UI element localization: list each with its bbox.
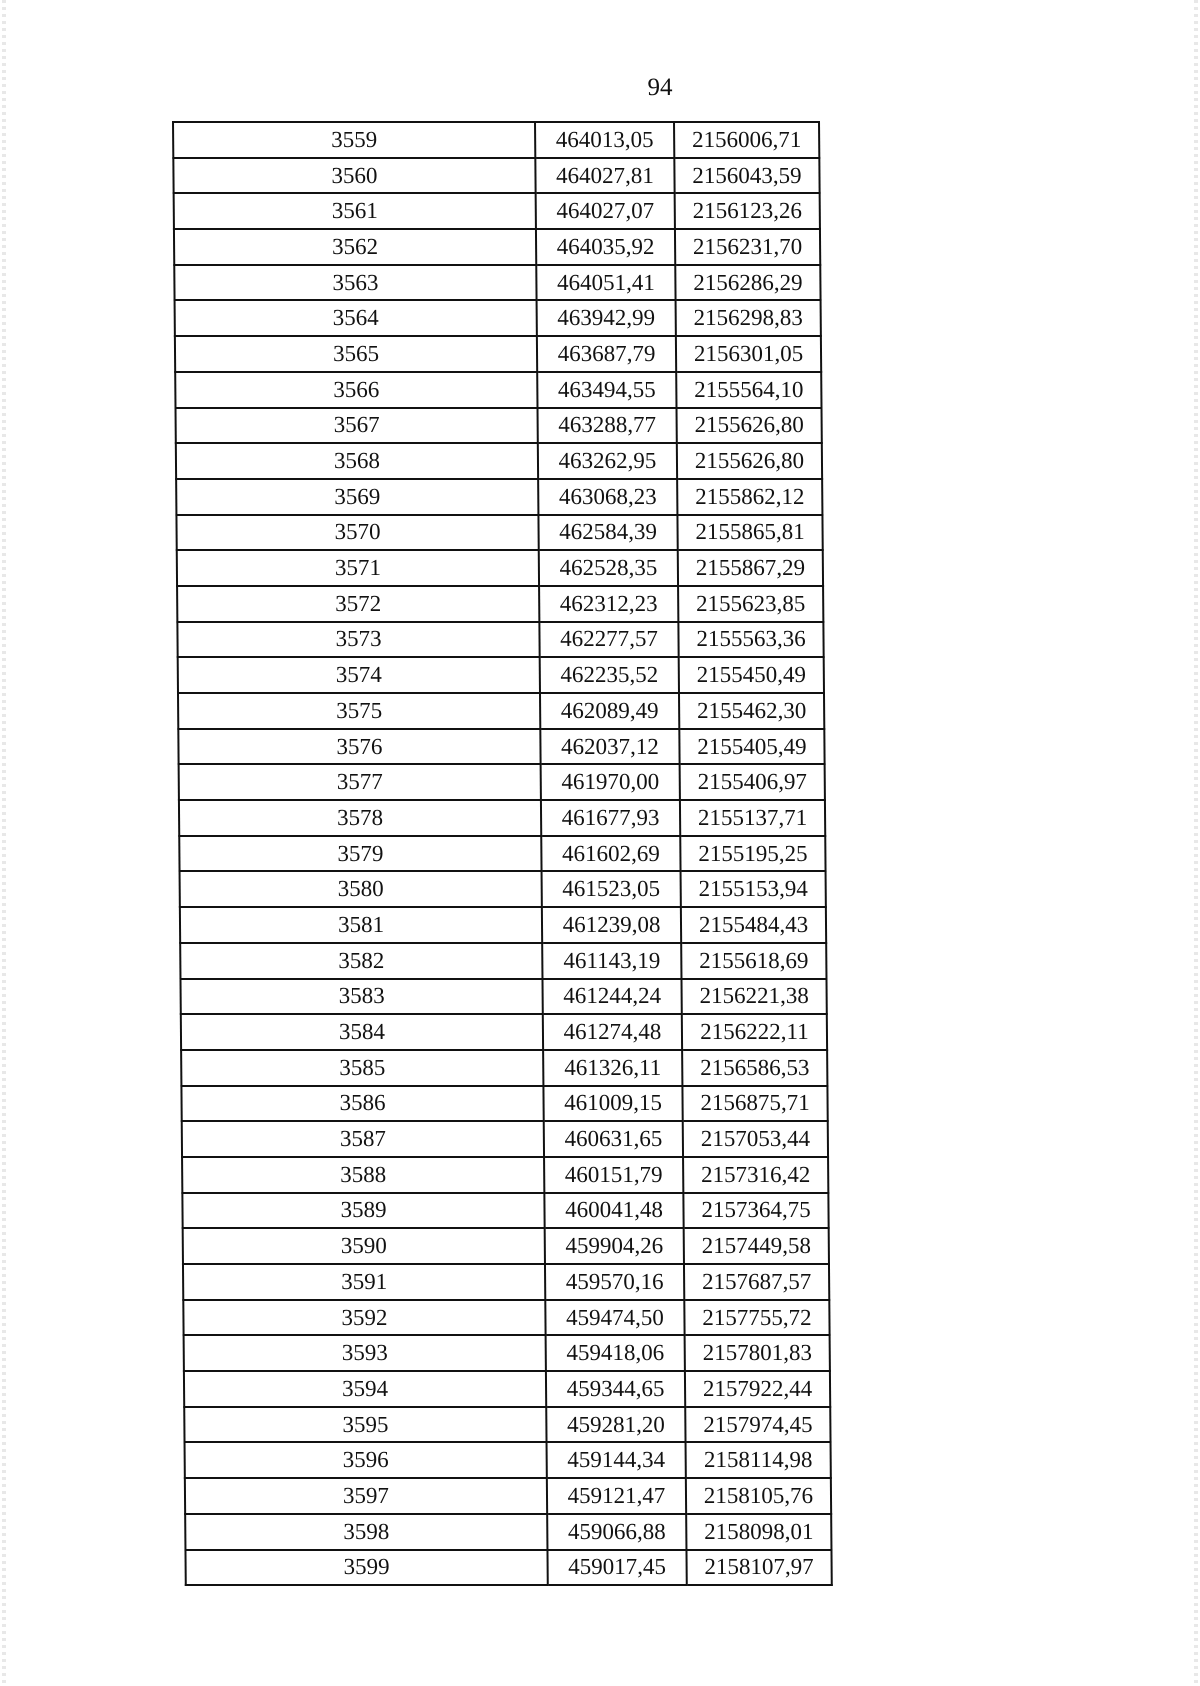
table-row	[184, 1335, 830, 1371]
y-coordinate-cell: 2155862,12	[677, 479, 822, 515]
table-row	[185, 1514, 831, 1550]
table-row	[173, 158, 819, 194]
x-coordinate-cell: 459144,34	[547, 1442, 686, 1478]
point-number-cell: 3579	[179, 836, 541, 872]
x-coordinate-cell: 462277,57	[539, 622, 678, 658]
x-coordinate-cell: 461009,15	[543, 1086, 682, 1122]
y-coordinate-cell: 2155867,29	[678, 550, 823, 586]
y-coordinate-cell: 2156286,29	[675, 265, 820, 301]
table-row	[174, 265, 820, 301]
y-coordinate-cell: 2155618,69	[681, 943, 826, 979]
x-coordinate-cell: 461970,00	[541, 764, 680, 800]
x-coordinate-cell: 459474,50	[545, 1300, 684, 1336]
table-row	[183, 1264, 829, 1300]
y-coordinate-cell: 2157922,44	[685, 1371, 830, 1407]
x-coordinate-cell: 463288,77	[538, 408, 677, 444]
point-number-cell: 3577	[179, 764, 541, 800]
x-coordinate-cell: 461143,19	[542, 943, 681, 979]
point-number-cell: 3591	[183, 1264, 545, 1300]
point-number-cell: 3593	[184, 1335, 546, 1371]
y-coordinate-cell: 2157053,44	[683, 1121, 828, 1157]
table-row	[178, 657, 824, 693]
x-coordinate-cell: 459066,88	[547, 1514, 686, 1550]
y-coordinate-cell: 2156222,11	[682, 1014, 827, 1050]
point-number-cell: 3560	[173, 158, 535, 194]
y-coordinate-cell: 2155406,97	[680, 764, 825, 800]
point-number-cell: 3565	[175, 336, 537, 372]
x-coordinate-cell: 463262,95	[538, 443, 677, 479]
x-coordinate-cell: 459017,45	[547, 1550, 686, 1586]
table-row	[175, 336, 821, 372]
point-number-cell: 3594	[184, 1371, 546, 1407]
y-coordinate-cell: 2157801,83	[685, 1335, 830, 1371]
x-coordinate-cell: 462584,39	[538, 515, 677, 551]
y-coordinate-cell: 2157687,57	[684, 1264, 829, 1300]
x-coordinate-cell: 462312,23	[539, 586, 678, 622]
y-coordinate-cell: 2155623,85	[678, 586, 823, 622]
table-row	[176, 479, 822, 515]
table-row	[182, 1193, 828, 1229]
table-row	[177, 622, 823, 658]
scan-edge-right	[1194, 0, 1198, 1686]
y-coordinate-cell: 2156123,26	[675, 193, 820, 229]
x-coordinate-cell: 462235,52	[540, 657, 679, 693]
y-coordinate-cell: 2155450,49	[679, 657, 824, 693]
y-coordinate-cell: 2157364,75	[683, 1193, 828, 1229]
y-coordinate-cell: 2155563,36	[678, 622, 823, 658]
y-coordinate-cell: 2158105,76	[686, 1478, 831, 1514]
table-row	[180, 943, 826, 979]
point-number-cell: 3587	[182, 1121, 544, 1157]
point-number-cell: 3573	[177, 622, 539, 658]
point-number-cell: 3596	[185, 1442, 547, 1478]
point-number-cell: 3598	[185, 1514, 547, 1550]
table-row	[178, 729, 824, 765]
x-coordinate-cell: 461602,69	[541, 836, 680, 872]
y-coordinate-cell: 2157316,42	[683, 1157, 828, 1193]
x-coordinate-cell: 463942,99	[537, 300, 676, 336]
y-coordinate-cell: 2155626,80	[677, 408, 822, 444]
table-row	[176, 443, 822, 479]
point-number-cell: 3595	[184, 1407, 546, 1443]
coordinates-table	[172, 121, 833, 1586]
point-number-cell: 3582	[180, 943, 542, 979]
point-number-cell: 3564	[175, 300, 537, 336]
y-coordinate-cell: 2158107,97	[686, 1550, 831, 1586]
x-coordinate-cell: 459344,65	[546, 1371, 685, 1407]
x-coordinate-cell: 463494,55	[537, 372, 676, 408]
y-coordinate-cell: 2156006,71	[674, 122, 819, 158]
y-coordinate-cell: 2155462,30	[679, 693, 824, 729]
x-coordinate-cell: 464027,81	[535, 158, 674, 194]
y-coordinate-cell: 2155626,80	[677, 443, 822, 479]
table-row	[181, 1086, 827, 1122]
x-coordinate-cell: 461326,11	[543, 1050, 682, 1086]
table-row	[180, 979, 826, 1015]
point-number-cell: 3563	[174, 265, 536, 301]
y-coordinate-cell: 2156043,59	[674, 158, 819, 194]
point-number-cell: 3559	[173, 122, 535, 158]
point-number-cell: 3580	[180, 871, 542, 907]
point-number-cell: 3570	[176, 515, 538, 551]
point-number-cell: 3586	[181, 1086, 543, 1122]
point-number-cell: 3576	[178, 729, 540, 765]
table-row	[177, 586, 823, 622]
point-number-cell: 3599	[185, 1550, 547, 1586]
point-number-cell: 3588	[182, 1157, 544, 1193]
point-number-cell: 3567	[176, 408, 538, 444]
y-coordinate-cell: 2158098,01	[686, 1514, 831, 1550]
table-row	[180, 907, 826, 943]
table-row	[174, 229, 820, 265]
y-coordinate-cell: 2155564,10	[676, 372, 821, 408]
y-coordinate-cell: 2156298,83	[676, 300, 821, 336]
table-row	[182, 1157, 828, 1193]
y-coordinate-cell: 2157974,45	[685, 1407, 830, 1443]
x-coordinate-cell: 463068,23	[538, 479, 677, 515]
table-row	[174, 193, 820, 229]
y-coordinate-cell: 2155137,71	[680, 800, 825, 836]
x-coordinate-cell: 464013,05	[535, 122, 674, 158]
table-row	[183, 1300, 829, 1336]
x-coordinate-cell: 462089,49	[540, 693, 679, 729]
x-coordinate-cell: 461523,05	[542, 871, 681, 907]
table-body	[173, 122, 832, 1585]
point-number-cell: 3589	[182, 1193, 544, 1229]
x-coordinate-cell: 459121,47	[547, 1478, 686, 1514]
table-row	[173, 122, 819, 158]
table-row	[176, 515, 822, 551]
y-coordinate-cell: 2156586,53	[682, 1050, 827, 1086]
x-coordinate-cell: 459281,20	[546, 1407, 685, 1443]
table-row	[184, 1407, 830, 1443]
table-row	[177, 550, 823, 586]
y-coordinate-cell: 2156231,70	[675, 229, 820, 265]
point-number-cell: 3585	[181, 1050, 543, 1086]
x-coordinate-cell: 460631,65	[544, 1121, 683, 1157]
point-number-cell: 3572	[177, 586, 539, 622]
point-number-cell: 3590	[183, 1228, 545, 1264]
page-number: 94	[647, 74, 673, 101]
point-number-cell: 3584	[181, 1014, 543, 1050]
y-coordinate-cell: 2155865,81	[677, 515, 822, 551]
point-number-cell: 3574	[178, 657, 540, 693]
table-row	[175, 372, 821, 408]
point-number-cell: 3597	[185, 1478, 547, 1514]
table-row	[184, 1371, 830, 1407]
x-coordinate-cell: 459904,26	[545, 1228, 684, 1264]
point-number-cell: 3566	[175, 372, 537, 408]
x-coordinate-cell: 464051,41	[536, 265, 675, 301]
y-coordinate-cell: 2157755,72	[684, 1300, 829, 1336]
table-row	[185, 1550, 831, 1586]
table-row	[181, 1014, 827, 1050]
x-coordinate-cell: 461274,48	[543, 1014, 682, 1050]
x-coordinate-cell: 459570,16	[545, 1264, 684, 1300]
y-coordinate-cell: 2156221,38	[681, 979, 826, 1015]
table-row	[185, 1478, 831, 1514]
x-coordinate-cell: 461677,93	[541, 800, 680, 836]
point-number-cell: 3592	[183, 1300, 545, 1336]
x-coordinate-cell: 464035,92	[536, 229, 675, 265]
y-coordinate-cell: 2155195,25	[680, 836, 825, 872]
point-number-cell: 3575	[178, 693, 540, 729]
x-coordinate-cell: 460151,79	[544, 1157, 683, 1193]
table-row	[176, 408, 822, 444]
x-coordinate-cell: 463687,79	[537, 336, 676, 372]
table-row	[179, 800, 825, 836]
point-number-cell: 3569	[176, 479, 538, 515]
x-coordinate-cell: 464027,07	[536, 193, 675, 229]
table-row	[183, 1228, 829, 1264]
y-coordinate-cell: 2156875,71	[682, 1086, 827, 1122]
table-row	[181, 1050, 827, 1086]
x-coordinate-cell: 460041,48	[544, 1193, 683, 1229]
y-coordinate-cell: 2155484,43	[681, 907, 826, 943]
table-row	[179, 836, 825, 872]
scan-edge-left	[2, 0, 6, 1686]
point-number-cell: 3561	[174, 193, 536, 229]
y-coordinate-cell: 2156301,05	[676, 336, 821, 372]
table-row	[179, 764, 825, 800]
x-coordinate-cell: 461244,24	[542, 979, 681, 1015]
y-coordinate-cell: 2155153,94	[681, 871, 826, 907]
point-number-cell: 3581	[180, 907, 542, 943]
point-number-cell: 3578	[179, 800, 541, 836]
y-coordinate-cell: 2155405,49	[679, 729, 824, 765]
point-number-cell: 3568	[176, 443, 538, 479]
table-row	[182, 1121, 828, 1157]
table-row	[185, 1442, 831, 1478]
point-number-cell: 3583	[180, 979, 542, 1015]
x-coordinate-cell: 459418,06	[546, 1335, 685, 1371]
x-coordinate-cell: 461239,08	[542, 907, 681, 943]
x-coordinate-cell: 462528,35	[539, 550, 678, 586]
y-coordinate-cell: 2158114,98	[686, 1442, 831, 1478]
table-row	[178, 693, 824, 729]
x-coordinate-cell: 462037,12	[540, 729, 679, 765]
table-row	[180, 871, 826, 907]
y-coordinate-cell: 2157449,58	[684, 1228, 829, 1264]
table-row	[175, 300, 821, 336]
point-number-cell: 3571	[177, 550, 539, 586]
point-number-cell: 3562	[174, 229, 536, 265]
